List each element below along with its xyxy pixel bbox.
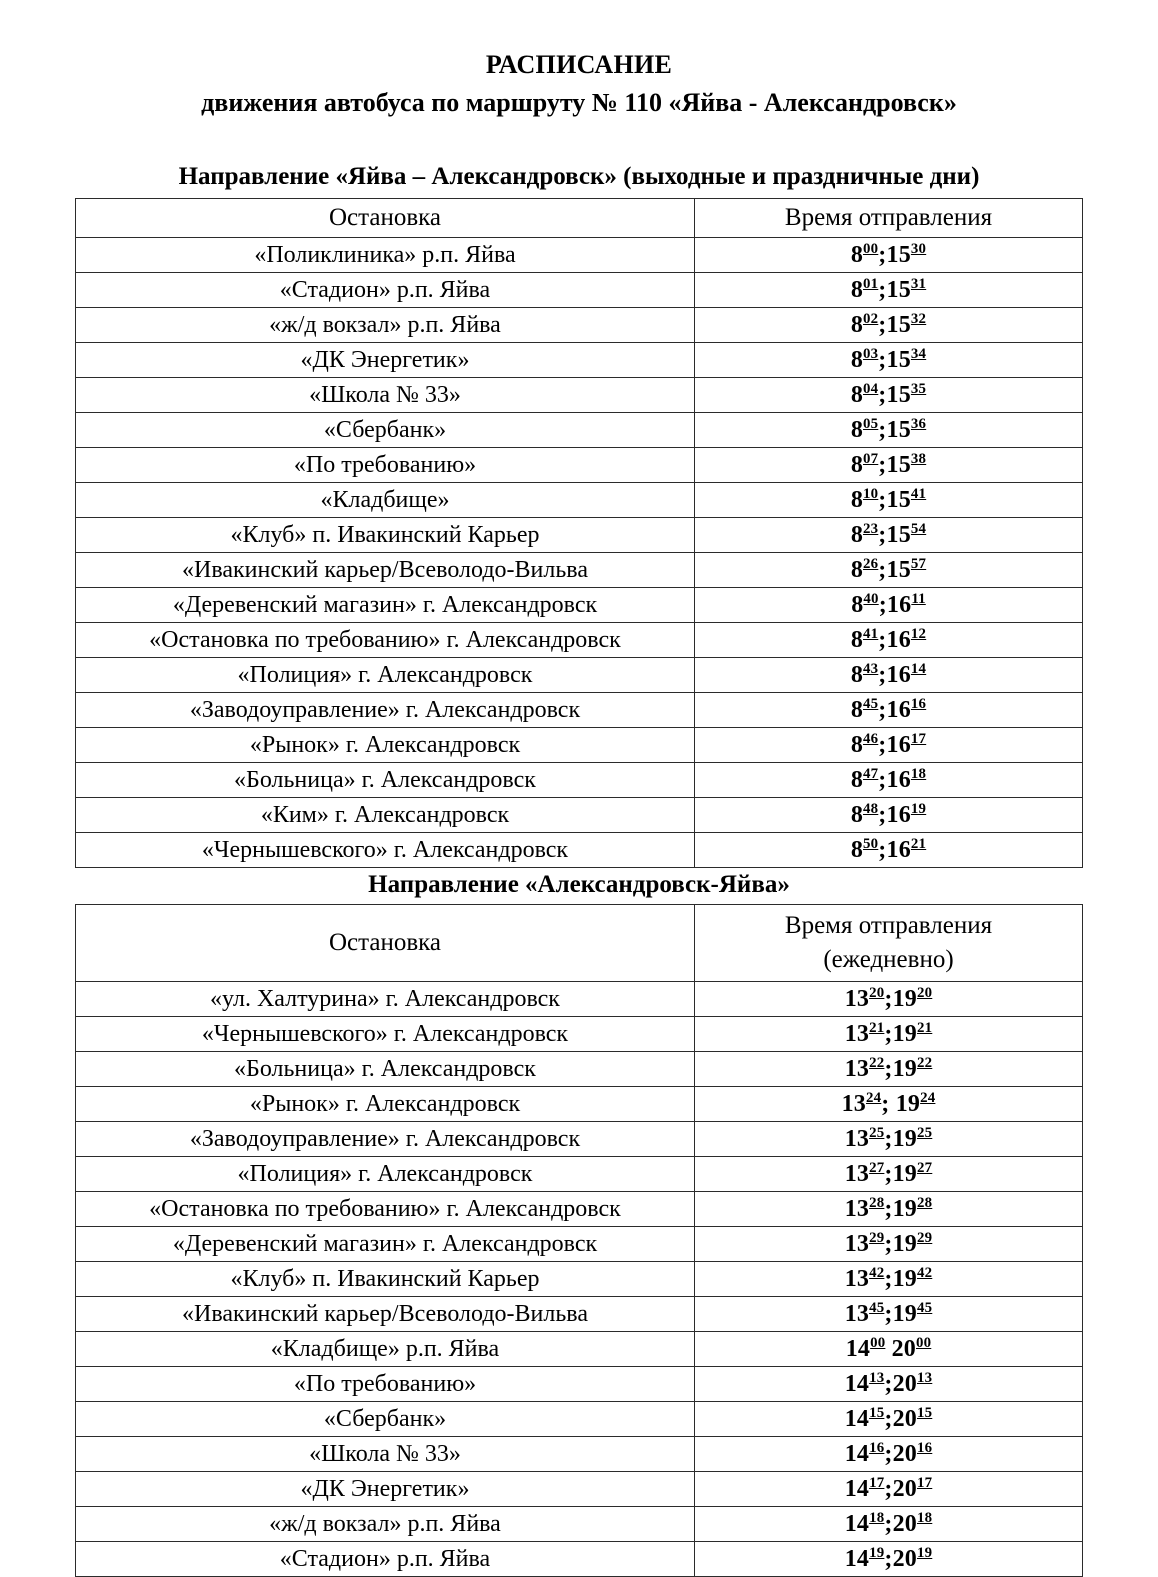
departure-time-cell: $8^{26};15^{57}$ [695, 553, 1083, 588]
departure-minutes: 22 [869, 1055, 885, 1071]
departure-minutes: 19 [917, 1545, 933, 1561]
stop-name-cell: «Полиция» г. Александровск [76, 658, 695, 693]
stop-name-cell: «Стадион» р.п. Яйва [76, 1542, 695, 1577]
departure-minutes: 27 [917, 1160, 933, 1176]
page-title: РАСПИСАНИЕ [485, 50, 673, 79]
stop-name-cell: «Рынок» г. Александровск [76, 728, 695, 763]
departure-time-cell: $8^{41};16^{12}$ [695, 623, 1083, 658]
departure-minutes: 17 [869, 1475, 885, 1491]
departure-minutes: 14 [910, 661, 927, 677]
departure-minutes: 25 [869, 1125, 885, 1141]
departure-minutes: 45 [917, 1300, 933, 1316]
departure-time-cell: $13^{25};19^{25}$ [695, 1122, 1083, 1157]
departure-minutes: 20 [917, 985, 933, 1001]
departure-minutes: 54 [910, 521, 927, 537]
departure-time-cell: $8^{45};16^{16}$ [695, 693, 1083, 728]
stop-name-cell: «Поликлиника» р.п. Яйва [76, 238, 695, 273]
stop-name-cell: «Ивакинский карьер/Всеволодо-Вильва [76, 1297, 695, 1332]
table-row [76, 1262, 1083, 1297]
stop-name-cell: «ДК Энергетик» [76, 1472, 695, 1507]
departure-time-cell: $13^{28};19^{28}$ [695, 1192, 1083, 1227]
column-header-stop: Остановка [76, 905, 695, 982]
stop-name-cell: «Сбербанк» [76, 413, 695, 448]
departure-minutes: 21 [910, 836, 927, 852]
departure-minutes: 03 [863, 346, 879, 362]
stop-name-cell: «Школа № 33» [76, 378, 695, 413]
departure-time-cell: $13^{20};19^{20}$ [695, 982, 1083, 1017]
departure-time-cell: $8^{48};16^{19}$ [695, 798, 1083, 833]
table-row [76, 1402, 1083, 1437]
stop-name-cell: «Остановка по требованию» г. Александровск [76, 1192, 695, 1227]
stop-name-cell: «Деревенский магазин» г. Александровск [76, 588, 695, 623]
page-subtitle: движения автобуса по маршруту № 110 «Яйва - Александровск» [201, 88, 957, 117]
stop-name-cell: «По требованию» [76, 448, 695, 483]
table-row [76, 728, 1083, 763]
departure-time-cell: $13^{45};19^{45}$ [695, 1297, 1083, 1332]
column-header-departure-time [695, 905, 1083, 982]
departure-minutes: 04 [863, 381, 879, 397]
stop-name-cell: «Больница» г. Александровск [76, 1052, 695, 1087]
schedule-table-inbound [75, 904, 1083, 1577]
departure-time-cell: $14^{19};20^{19}$ [695, 1542, 1083, 1577]
table-row [76, 763, 1083, 798]
table-row [76, 1437, 1083, 1472]
stop-name-cell: «Заводоуправление» г. Александровск [76, 1122, 695, 1157]
departure-time-cell: $13^{22};19^{22}$ [695, 1052, 1083, 1087]
departure-minutes: 00 [863, 241, 879, 257]
table-row [76, 553, 1083, 588]
departure-minutes: 16 [917, 1440, 933, 1456]
departure-minutes: 40 [863, 591, 879, 607]
stop-name-cell: «Чернышевского» г. Александровск [76, 1017, 695, 1052]
departure-time-cell: $13^{24}$; $19^{24}$ [695, 1087, 1083, 1122]
stop-name-cell: «ж/д вокзал» р.п. Яйва [76, 1507, 695, 1542]
departure-minutes: 02 [863, 311, 879, 327]
table-row [76, 588, 1083, 623]
stop-name-cell: «Сбербанк» [76, 1402, 695, 1437]
departure-minutes: 28 [869, 1195, 885, 1211]
column-header-departure-time-line2: (ежедневно) [823, 946, 954, 973]
departure-time-cell: $8^{04};15^{35}$ [695, 378, 1083, 413]
column-header-departure-time-line1: Время отправления [784, 204, 993, 231]
stop-name-cell: «Кладбище» р.п. Яйва [76, 1332, 695, 1367]
departure-minutes: 46 [863, 731, 879, 747]
departure-time-cell: $13^{42};19^{42}$ [695, 1262, 1083, 1297]
departure-minutes: 10 [863, 486, 879, 502]
departure-minutes: 12 [910, 626, 927, 642]
departure-minutes: 01 [863, 276, 879, 292]
stop-name-cell: «Заводоуправление» г. Александровск [76, 693, 695, 728]
departure-minutes: 19 [910, 801, 927, 817]
departure-minutes: 11 [911, 591, 926, 607]
departure-minutes: 23 [863, 521, 879, 537]
departure-minutes: 16 [869, 1440, 885, 1456]
departure-time-cell: $8^{47};16^{18}$ [695, 763, 1083, 798]
stop-name-cell: «Кладбище» [76, 483, 695, 518]
departure-minutes: 42 [917, 1265, 933, 1281]
table-row [76, 413, 1083, 448]
departure-minutes: 25 [917, 1125, 933, 1141]
departure-time-cell: $8^{00};15^{30}$ [695, 238, 1083, 273]
table-row [76, 1227, 1083, 1262]
stop-name-cell: «ДК Энергетик» [76, 343, 695, 378]
stop-name-cell: «По требованию» [76, 1367, 695, 1402]
table-row [76, 1052, 1083, 1087]
departure-minutes: 17 [910, 731, 927, 747]
departure-minutes: 17 [917, 1475, 933, 1491]
departure-minutes: 47 [863, 766, 879, 782]
stop-name-cell: «Ким» г. Александровск [76, 798, 695, 833]
departure-time-cell: $14^{16};20^{16}$ [695, 1437, 1083, 1472]
table-row [76, 238, 1083, 273]
departure-minutes: 43 [863, 661, 879, 677]
departure-minutes: 07 [863, 451, 879, 467]
table-row [76, 448, 1083, 483]
table-row [76, 1297, 1083, 1332]
departure-time-cell: $8^{23};15^{54}$ [695, 518, 1083, 553]
table-body-inbound [76, 982, 1083, 1577]
departure-minutes: 30 [910, 241, 927, 257]
departure-minutes: 41 [910, 486, 927, 502]
departure-time-cell: $8^{07};15^{38}$ [695, 448, 1083, 483]
departure-time-cell: $8^{40};16^{11}$ [695, 588, 1083, 623]
departure-minutes: 27 [869, 1160, 885, 1176]
table-row [76, 1017, 1083, 1052]
departure-minutes: 45 [863, 696, 879, 712]
table-row [76, 378, 1083, 413]
stop-name-cell: «Полиция» г. Александровск [76, 1157, 695, 1192]
departure-minutes: 15 [869, 1405, 885, 1421]
stop-name-cell: «Стадион» р.п. Яйва [76, 273, 695, 308]
departure-minutes: 29 [917, 1230, 933, 1246]
table-row [76, 982, 1083, 1017]
departure-minutes: 19 [869, 1545, 885, 1561]
departure-minutes: 48 [863, 801, 879, 817]
table-row [76, 1367, 1083, 1402]
departure-time-cell: $13^{29};19^{29}$ [695, 1227, 1083, 1262]
departure-minutes: 15 [917, 1405, 933, 1421]
table-header-row [76, 905, 1083, 982]
column-header-departure-time [695, 199, 1083, 238]
departure-time-cell: $13^{27};19^{27}$ [695, 1157, 1083, 1192]
departure-minutes: 38 [910, 451, 927, 467]
departure-minutes: 57 [910, 556, 927, 572]
table-row [76, 308, 1083, 343]
stop-name-cell: «ж/д вокзал» р.п. Яйва [76, 308, 695, 343]
departure-minutes: 13 [917, 1370, 933, 1386]
departure-minutes: 00 [916, 1335, 932, 1351]
departure-minutes: 26 [863, 556, 879, 572]
table-row [76, 798, 1083, 833]
departure-minutes: 50 [863, 836, 879, 852]
table-row [76, 833, 1083, 868]
table-row [76, 273, 1083, 308]
departure-minutes: 24 [920, 1090, 936, 1106]
table-row [76, 658, 1083, 693]
column-header-departure-time-line1: Время отправления [784, 912, 993, 939]
departure-minutes: 35 [910, 381, 927, 397]
departure-minutes: 34 [910, 346, 927, 362]
table-body-outbound [76, 238, 1083, 868]
departure-minutes: 45 [869, 1300, 885, 1316]
departure-minutes: 13 [869, 1370, 885, 1386]
departure-time-cell: $14^{17};20^{17}$ [695, 1472, 1083, 1507]
table-row [76, 693, 1083, 728]
table-row [76, 483, 1083, 518]
departure-minutes: 18 [917, 1510, 933, 1526]
departure-time-cell: $14^{15};20^{15}$ [695, 1402, 1083, 1437]
schedule-table-outbound [75, 198, 1083, 868]
table-row [76, 1542, 1083, 1577]
stop-name-cell: «Клуб» п. Ивакинский Карьер [76, 518, 695, 553]
stop-name-cell: «Школа № 33» [76, 1437, 695, 1472]
departure-minutes: 16 [910, 696, 927, 712]
departure-minutes: 18 [910, 766, 927, 782]
table-row [76, 1087, 1083, 1122]
departure-time-cell: $8^{03};15^{34}$ [695, 343, 1083, 378]
section-heading-inbound: Направление «Александровск-Яйва» [368, 871, 790, 898]
departure-minutes: 20 [869, 985, 885, 1001]
departure-time-cell: $14^{13};20^{13}$ [695, 1367, 1083, 1402]
section-heading-outbound: Направление «Яйва – Александровск» (выходные и праздничные дни) [178, 163, 980, 190]
table-row [76, 343, 1083, 378]
departure-minutes: 36 [910, 416, 927, 432]
table-row [76, 1157, 1083, 1192]
stop-name-cell: «Остановка по требованию» г. Александровск [76, 623, 695, 658]
table-row [76, 1507, 1083, 1542]
stop-name-cell: «Ивакинский карьер/Всеволодо-Вильва [76, 553, 695, 588]
departure-minutes: 05 [863, 416, 879, 432]
table-row [76, 1332, 1083, 1367]
departure-minutes: 21 [869, 1020, 885, 1036]
departure-minutes: 42 [869, 1265, 885, 1281]
table-row [76, 1192, 1083, 1227]
departure-time-cell: $14^{00}$ $20^{00}$ [695, 1332, 1083, 1367]
departure-minutes: 31 [910, 276, 927, 292]
departure-minutes: 18 [869, 1510, 885, 1526]
departure-minutes: 22 [917, 1055, 933, 1071]
departure-minutes: 21 [917, 1020, 933, 1036]
departure-minutes: 28 [917, 1195, 933, 1211]
stop-name-cell: «Рынок» г. Александровск [76, 1087, 695, 1122]
departure-time-cell: $8^{05};15^{36}$ [695, 413, 1083, 448]
stop-name-cell: «Чернышевского» г. Александровск [76, 833, 695, 868]
departure-time-cell: $8^{10};15^{41}$ [695, 483, 1083, 518]
departure-time-cell: $8^{46};16^{17}$ [695, 728, 1083, 763]
table-row [76, 1122, 1083, 1157]
table-row [76, 623, 1083, 658]
departure-minutes: 32 [910, 311, 927, 327]
departure-time-cell: $13^{21};19^{21}$ [695, 1017, 1083, 1052]
column-header-stop: Остановка [76, 199, 695, 238]
stop-name-cell: «Деревенский магазин» г. Александровск [76, 1227, 695, 1262]
table-row [76, 518, 1083, 553]
departure-time-cell: $8^{50};16^{21}$ [695, 833, 1083, 868]
departure-minutes: 24 [866, 1090, 882, 1106]
departure-time-cell: $14^{18};20^{18}$ [695, 1507, 1083, 1542]
table-header-row [76, 199, 1083, 238]
stop-name-cell: «ул. Халтурина» г. Александровск [76, 982, 695, 1017]
stop-name-cell: «Клуб» п. Ивакинский Карьер [76, 1262, 695, 1297]
departure-minutes: 29 [869, 1230, 885, 1246]
departure-time-cell: $8^{43};16^{14}$ [695, 658, 1083, 693]
departure-minutes: 41 [863, 626, 879, 642]
departure-minutes: 00 [870, 1335, 886, 1351]
departure-time-cell: $8^{01};15^{31}$ [695, 273, 1083, 308]
table-row [76, 1472, 1083, 1507]
stop-name-cell: «Больница» г. Александровск [76, 763, 695, 798]
departure-time-cell: $8^{02};15^{32}$ [695, 308, 1083, 343]
